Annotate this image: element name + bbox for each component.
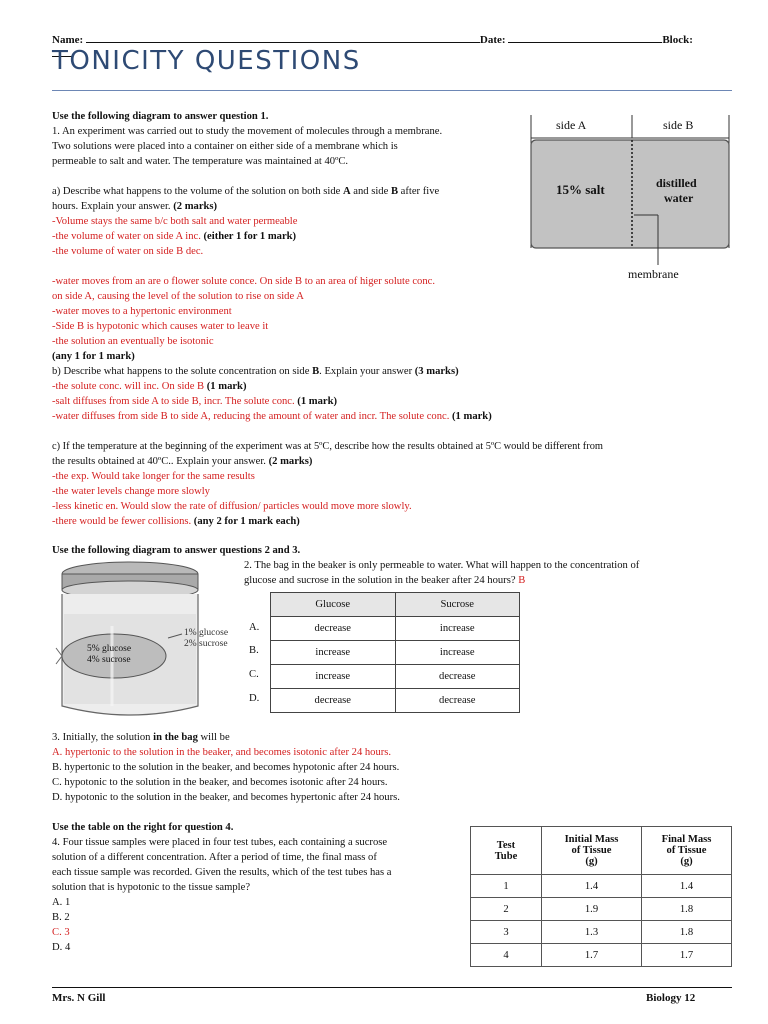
glucose-header: Glucose [271, 593, 396, 617]
q4-stem-3: each tissue sample was recorded. Given the results, which of the test tubes has a [52, 867, 392, 878]
right-solution-label-2: water [664, 191, 694, 205]
q4-stem-1: 4. Four tissue samples were placed in four test tubes, each containing a sucrose [52, 837, 388, 848]
q2-option-letter: B. [249, 645, 259, 656]
q3-option-a: A. hypertonic to the solution in the beaker, and becomes isotonic after 24 hours. [52, 747, 392, 758]
q1b-question: b) Describe what happens to the solute concentration on side B. Explain your answer (3 marks) [52, 366, 459, 377]
block-label: Block: [662, 34, 693, 46]
q1-stem-3: permeable to salt and water. The temperature was maintained at 40ºC. [52, 156, 349, 167]
date-field[interactable] [508, 32, 662, 43]
q3-option-d: D. hypotonic to the solution in the beaker, and becomes hypertonic after 24 hours. [52, 792, 400, 803]
q1a-answer-5: on side A, causing the level of the solution to rise on side A [52, 291, 304, 302]
q1c-answer-2: -the water levels change more slowly [52, 486, 210, 497]
q3-option-c: C. hypotonic to the solution in the beaker, and becomes isotonic after 24 hours. [52, 777, 388, 788]
side-a-label: side A [556, 118, 587, 132]
final-mass-header: Final Mass of Tissue (g) [642, 827, 732, 875]
q3-stem: 3. Initially, the solution in the bag will be [52, 732, 230, 743]
tube-cell: 2 [471, 898, 542, 921]
right-solution-label-1: distilled [656, 176, 697, 190]
table-row [271, 617, 520, 641]
table-row [271, 665, 520, 689]
beaker-solution-label [184, 628, 228, 650]
tube-cell: 4 [471, 944, 542, 967]
final-cell: 1.8 [642, 921, 732, 944]
initial-cell: 1.9 [542, 898, 642, 921]
q1b-answer-1: -the solute conc. will inc. On side B (1 mark) [52, 381, 247, 392]
bag-sucrose: 4% sucrose [87, 655, 131, 665]
q4-option-b: B. 2 [52, 912, 70, 923]
initial-cell: 1.4 [542, 875, 642, 898]
option-b-sucrose: increase [395, 641, 520, 665]
q2-answer: B [518, 575, 526, 586]
q1c-answer-1: -the exp. Would take longer for the same results [52, 471, 255, 482]
footer-rule [52, 987, 732, 988]
q1-stem-2: Two solutions were placed into a container on either side of a membrane which is [52, 141, 398, 152]
mass-table-header [471, 827, 732, 875]
q4-option-c: C. 3 [52, 927, 70, 938]
option-d-sucrose: decrease [395, 689, 520, 713]
option-b-glucose: increase [271, 641, 396, 665]
initial-cell: 1.3 [542, 921, 642, 944]
q1a-answer-6: -water moves to a hypertonic environment [52, 306, 232, 317]
q1a-answer-4: -water moves from an are o flower solute conce. On side B to an area of higer solute conc. [52, 276, 435, 287]
q1c-question-2: the results obtained at 40ºC.. Explain your answer. (2 marks) [52, 456, 313, 467]
q4-option-a: A. 1 [52, 897, 71, 908]
footer-teacher: Mrs. N Gill [52, 992, 106, 1004]
q2-option-letter: D. [249, 693, 260, 704]
q2-options-table [270, 592, 520, 713]
q2-option-letter: C. [249, 669, 259, 680]
membrane-label: membrane [628, 267, 679, 281]
table-row [471, 921, 732, 944]
option-c-glucose: increase [271, 665, 396, 689]
table-row [271, 689, 520, 713]
q23-intro: Use the following diagram to answer questions 2 and 3. [52, 545, 301, 556]
sucrose-header: Sucrose [395, 593, 520, 617]
page-title: TONICITY QUESTIONS [52, 46, 361, 76]
bag-label [87, 644, 131, 666]
q4-option-d: D. 4 [52, 942, 71, 953]
final-cell: 1.4 [642, 875, 732, 898]
q1a-answer-3: -the volume of water on side B dec. [52, 246, 204, 257]
name-field[interactable] [86, 32, 480, 43]
q1-intro: Use the following diagram to answer question 1. [52, 111, 269, 122]
q1c-answer-4: -there would be fewer collisions. (any 2 for 1 mark each) [52, 516, 300, 527]
option-a-sucrose: increase [395, 617, 520, 641]
q1a-answer-8: -the solution an eventually be isotonic [52, 336, 214, 347]
q1-stem-1: 1. An experiment was carried out to study the movement of molecules through a membrane. [52, 126, 443, 137]
q1a-answer-7: -Side B is hypotonic which causes water to leave it [52, 321, 269, 332]
beaker-glucose: 1% glucose [184, 628, 229, 638]
bag-glucose: 5% glucose [87, 644, 132, 654]
tube-cell: 1 [471, 875, 542, 898]
q1a-answer-1: -Volume stays the same b/c both salt and water permeable [52, 216, 298, 227]
title-rule [52, 90, 732, 91]
q1c-answer-3: -less kinetic en. Would slow the rate of diffusion/ particles would move more slowly. [52, 501, 412, 512]
q4-intro: Use the table on the right for question 4. [52, 822, 234, 833]
name-label: Name: [52, 34, 84, 46]
left-solution-label: 15% salt [556, 182, 605, 197]
option-c-sucrose: decrease [395, 665, 520, 689]
q1b-answer-3: -water diffuses from side B to side A, reducing the amount of water and incr. The solute conc. (1 mark) [52, 411, 492, 422]
q2-stem-2: glucose and sucrose in the solution in the beaker after 24 hours? B [244, 575, 526, 586]
option-a-glucose: decrease [271, 617, 396, 641]
footer-course: Biology 12 [646, 992, 696, 1004]
beaker-diagram [52, 556, 242, 721]
membrane-diagram-svg [528, 115, 732, 290]
beaker-sucrose: 2% sucrose [184, 639, 228, 649]
q2-option-letter: A. [249, 622, 260, 633]
membrane-diagram [528, 115, 732, 290]
table-row [471, 944, 732, 967]
tube-cell: 3 [471, 921, 542, 944]
final-cell: 1.8 [642, 898, 732, 921]
q1b-answer-2: -salt diffuses from side A to side B, incr. The solute conc. (1 mark) [52, 396, 338, 407]
q2-stem-1: 2. The bag in the beaker is only permeable to water. What will happen to the concentration of [244, 560, 640, 571]
q1c-question-1: c) If the temperature at the beginning of the experiment was at 5ºC, describe how the results obtained at 5ºC would be different from [52, 441, 604, 452]
side-b-label: side B [663, 118, 694, 132]
q4-stem-4: solution that is hypotonic to the tissue sample? [52, 882, 251, 893]
q1a-answer-2: -the volume of water on side A inc. (either 1 for 1 mark) [52, 231, 297, 242]
table-row [471, 898, 732, 921]
final-cell: 1.7 [642, 944, 732, 967]
test-tube-header: Test Tube [471, 827, 542, 875]
q1a-any-marks: (any 1 for 1 mark) [52, 351, 135, 362]
initial-cell: 1.7 [542, 944, 642, 967]
q4-stem-2: solution of a different concentration. After a period of time, the final mass of [52, 852, 377, 863]
table-row [471, 875, 732, 898]
table-header-row [271, 593, 520, 617]
table-row [271, 641, 520, 665]
q3-option-b: B. hypertonic to the solution in the beaker, and becomes hypotonic after 24 hours. [52, 762, 400, 773]
q1a-question-2: hours. Explain your answer. (2 marks) [52, 201, 218, 212]
date-label: Date: [479, 34, 506, 46]
mass-table [470, 826, 732, 967]
option-d-glucose: decrease [271, 689, 396, 713]
initial-mass-header: Initial Mass of Tissue (g) [542, 827, 642, 875]
q1a-question-1: a) Describe what happens to the volume of the solution on both side A and side B after five [52, 186, 440, 197]
